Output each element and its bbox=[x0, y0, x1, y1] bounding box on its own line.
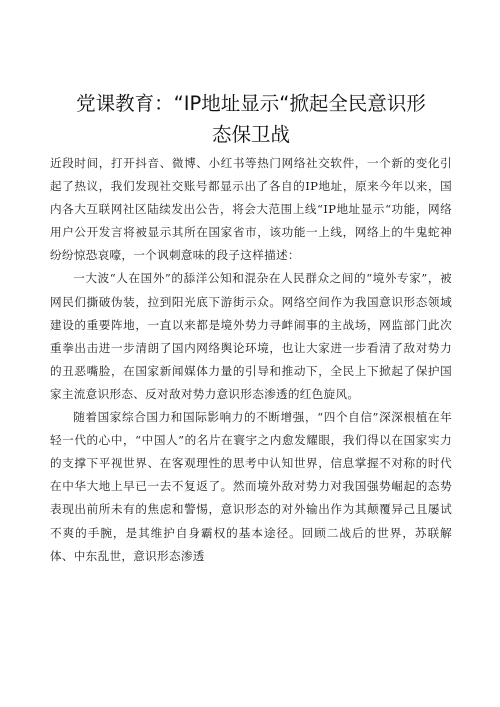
document-title: 党课教育：“IP地址显示“掀起全民意识形态保卫战 bbox=[76, 92, 426, 146]
paragraph-2: 一大波“人在国外”的舔洋公知和混杂在人民群众之间的“境外专家”，被网民们撕破伪装，拉到阳光底下游街示众。网络空间作为我国意识形态领域建设的重要阵地，一直以来都是境外势力寻衅闹事的主战场，网监部门此次重拳出击进一步清朗了国内网络舆论环境，也让大家进一步看清了敌对势力的丑恶嘴脸，在国家新闻媒体力量的引导和推动下，全民上下掀起了保护国家主流意识形态、反对敌对势力意识形态渗透的红色旋风。 bbox=[50, 271, 452, 401]
document-body bbox=[50, 152, 452, 568]
paragraph-1: 近段时间，打开抖音、微博、小红书等热门网络社交软件，一个新的变化引起了热议，我们发现社交账号都显示出了各自的IP地址，原来今年以来，国内各大互联网社区陆续发出公告，将会大范围上线“IP地址显示“功能，网络用户公开发言将被显示其所在国家省市，该功能一上线，网络上的牛鬼蛇神纷纷惊恐哀嚎，一个讽刺意味的段子这样描述： bbox=[50, 156, 452, 263]
paragraph-3: 随着国家综合国力和国际影响力的不断增强，“四个自信”深深根植在年轻一代的心中，“中国人”的名片在寰宇之内愈发耀眼，我们得以在国家实力的支撑下平视世界、在客观理性的思考中认知世界，信息掌握不对称的时代在中华大地上早已一去不复返了。然而境外敌对势力对我国强势崛起的态势表现出前所未有的焦虑和警惕，意识形态的对外输出作为其颠覆异己且屡试不爽的手腕，是其维护自身霸权的基本途径。回顾二战后的世界，苏联解体、中东乱世，意识形态渗透 bbox=[50, 410, 452, 563]
